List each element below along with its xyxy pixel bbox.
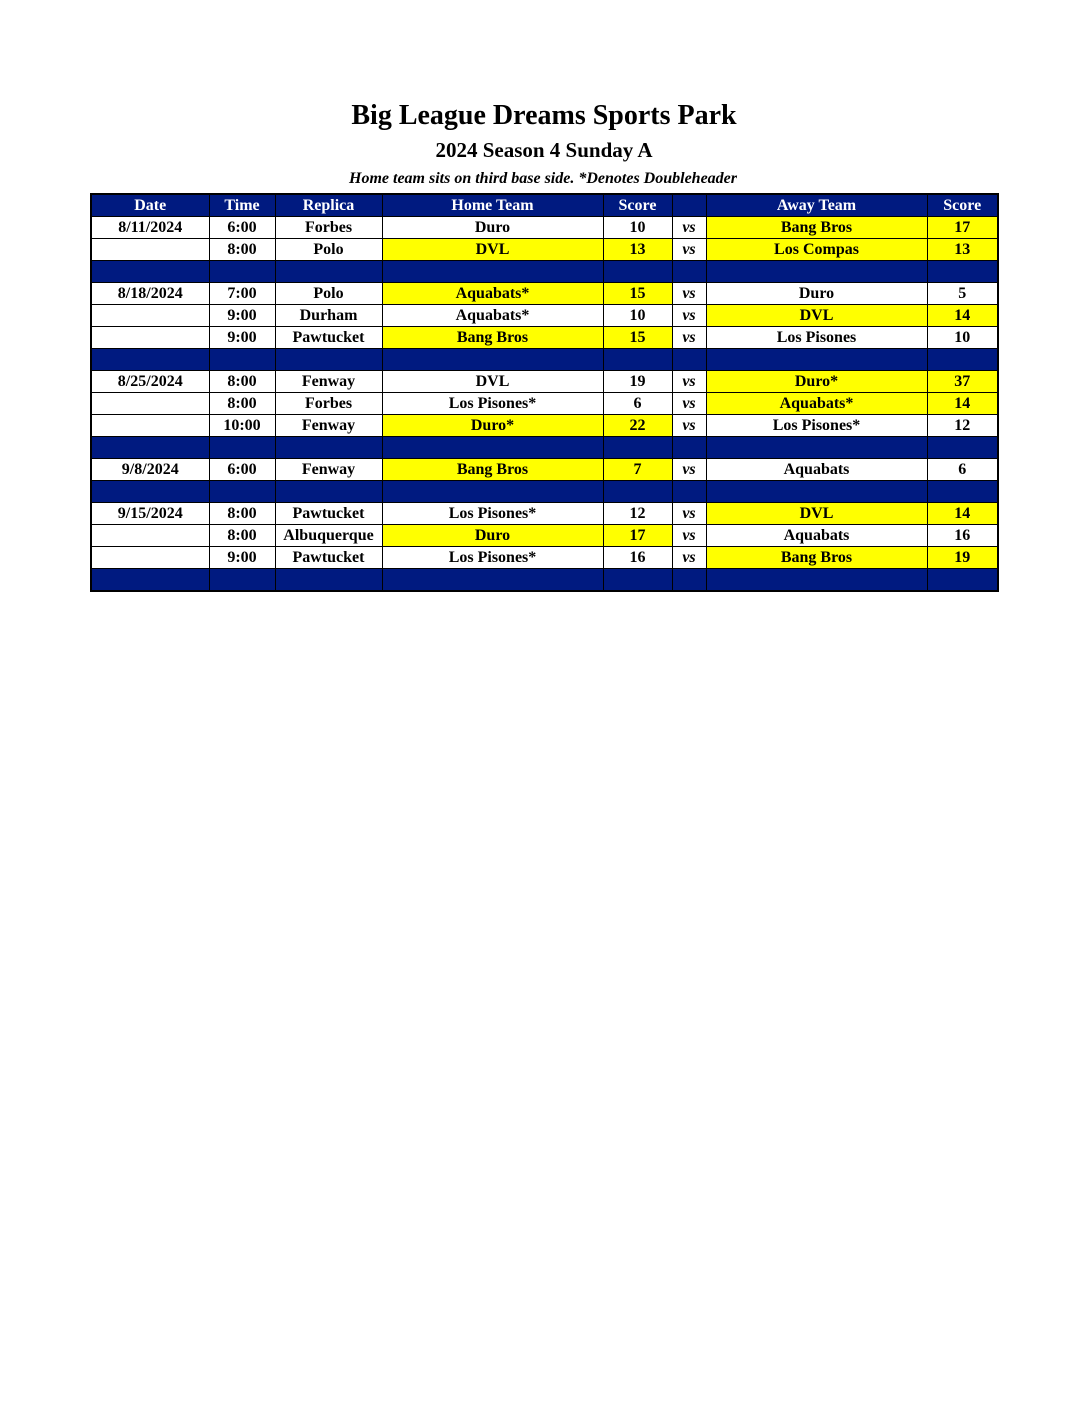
schedule-note: Home team sits on third base side. *Denotes Doubleheader	[349, 170, 737, 187]
separator-cell	[209, 261, 275, 283]
separator-cell	[672, 261, 706, 283]
column-header-away-team: Away Team	[706, 194, 927, 217]
separator-cell	[706, 569, 927, 592]
separator-cell	[927, 437, 998, 459]
vs-cell: vs	[672, 525, 706, 547]
away-score-cell: 6	[927, 459, 998, 481]
vs-cell: vs	[672, 305, 706, 327]
separator-cell	[927, 349, 998, 371]
date-cell	[91, 415, 209, 437]
away-score-cell: 17	[927, 217, 998, 239]
replica-cell: Durham	[275, 305, 382, 327]
separator-cell	[603, 569, 672, 592]
home-team-cell: Aquabats*	[382, 283, 603, 305]
vs-cell: vs	[672, 283, 706, 305]
schedule-table	[90, 193, 999, 592]
column-header-replica: Replica	[275, 194, 382, 217]
replica-cell: Polo	[275, 239, 382, 261]
home-score-cell: 15	[603, 283, 672, 305]
away-score-cell: 14	[927, 393, 998, 415]
separator-cell	[927, 569, 998, 592]
separator-cell	[209, 569, 275, 592]
away-team-cell: Aquabats*	[706, 393, 927, 415]
away-score-cell: 37	[927, 371, 998, 393]
home-team-cell: Bang Bros	[382, 459, 603, 481]
time-cell: 8:00	[209, 525, 275, 547]
table-row	[91, 393, 998, 415]
date-cell	[91, 305, 209, 327]
page-subtitle: 2024 Season 4 Sunday A	[435, 138, 653, 162]
vs-cell: vs	[672, 503, 706, 525]
date-cell	[91, 547, 209, 569]
table-row	[91, 217, 998, 239]
separator-cell	[382, 437, 603, 459]
separator-row	[91, 481, 998, 503]
time-cell: 8:00	[209, 393, 275, 415]
away-score-cell: 19	[927, 547, 998, 569]
separator-cell	[275, 481, 382, 503]
home-score-cell: 7	[603, 459, 672, 481]
away-score-cell: 14	[927, 503, 998, 525]
table-row	[91, 525, 998, 547]
time-cell: 6:00	[209, 459, 275, 481]
separator-cell	[382, 261, 603, 283]
separator-cell	[672, 481, 706, 503]
time-cell: 6:00	[209, 217, 275, 239]
home-team-cell: Bang Bros	[382, 327, 603, 349]
home-team-cell: Duro	[382, 217, 603, 239]
away-team-cell: Los Pisones	[706, 327, 927, 349]
away-team-cell: Aquabats	[706, 525, 927, 547]
date-cell: 8/25/2024	[91, 371, 209, 393]
separator-cell	[209, 481, 275, 503]
vs-cell: vs	[672, 415, 706, 437]
home-team-cell: Duro*	[382, 415, 603, 437]
away-team-cell: Duro*	[706, 371, 927, 393]
replica-cell: Forbes	[275, 393, 382, 415]
separator-cell	[275, 261, 382, 283]
table-row	[91, 459, 998, 481]
away-score-cell: 5	[927, 283, 998, 305]
date-cell: 8/11/2024	[91, 217, 209, 239]
away-score-cell: 14	[927, 305, 998, 327]
home-score-cell: 22	[603, 415, 672, 437]
separator-cell	[382, 349, 603, 371]
column-header-home-score: Score	[603, 194, 672, 217]
date-cell	[91, 239, 209, 261]
away-team-cell: Los Pisones*	[706, 415, 927, 437]
replica-cell: Fenway	[275, 371, 382, 393]
separator-cell	[672, 437, 706, 459]
date-cell: 9/15/2024	[91, 503, 209, 525]
home-score-cell: 10	[603, 217, 672, 239]
column-header-vs	[672, 194, 706, 217]
separator-cell	[91, 349, 209, 371]
separator-cell	[706, 349, 927, 371]
separator-cell	[603, 349, 672, 371]
home-team-cell: Duro	[382, 525, 603, 547]
date-cell	[91, 327, 209, 349]
separator-row	[91, 349, 998, 371]
separator-cell	[927, 261, 998, 283]
column-header-home-team: Home Team	[382, 194, 603, 217]
away-team-cell: DVL	[706, 305, 927, 327]
replica-cell: Polo	[275, 283, 382, 305]
column-header-away-score: Score	[927, 194, 998, 217]
time-cell: 7:00	[209, 283, 275, 305]
vs-cell: vs	[672, 239, 706, 261]
separator-cell	[927, 481, 998, 503]
home-score-cell: 15	[603, 327, 672, 349]
replica-cell: Albuquerque	[275, 525, 382, 547]
home-score-cell: 6	[603, 393, 672, 415]
separator-cell	[603, 261, 672, 283]
table-row	[91, 239, 998, 261]
time-cell: 8:00	[209, 239, 275, 261]
time-cell: 9:00	[209, 327, 275, 349]
home-score-cell: 17	[603, 525, 672, 547]
home-score-cell: 19	[603, 371, 672, 393]
replica-cell: Fenway	[275, 459, 382, 481]
schedule-body	[91, 217, 998, 592]
separator-cell	[706, 261, 927, 283]
replica-cell: Pawtucket	[275, 503, 382, 525]
away-team-cell: Bang Bros	[706, 217, 927, 239]
separator-cell	[91, 481, 209, 503]
away-score-cell: 12	[927, 415, 998, 437]
replica-cell: Forbes	[275, 217, 382, 239]
home-score-cell: 12	[603, 503, 672, 525]
separator-cell	[275, 349, 382, 371]
vs-cell: vs	[672, 547, 706, 569]
home-team-cell: DVL	[382, 371, 603, 393]
separator-cell	[382, 481, 603, 503]
away-score-cell: 16	[927, 525, 998, 547]
date-cell	[91, 393, 209, 415]
home-team-cell: Los Pisones*	[382, 547, 603, 569]
time-cell: 8:00	[209, 503, 275, 525]
separator-row	[91, 261, 998, 283]
column-header-date: Date	[91, 194, 209, 217]
home-score-cell: 16	[603, 547, 672, 569]
table-row	[91, 503, 998, 525]
home-team-cell: Los Pisones*	[382, 503, 603, 525]
separator-cell	[706, 437, 927, 459]
separator-cell	[672, 349, 706, 371]
table-row	[91, 547, 998, 569]
vs-cell: vs	[672, 371, 706, 393]
vs-cell: vs	[672, 393, 706, 415]
separator-cell	[91, 261, 209, 283]
vs-cell: vs	[672, 217, 706, 239]
away-team-cell: Aquabats	[706, 459, 927, 481]
time-cell: 9:00	[209, 305, 275, 327]
date-cell	[91, 525, 209, 547]
time-cell: 10:00	[209, 415, 275, 437]
away-score-cell: 10	[927, 327, 998, 349]
table-row	[91, 305, 998, 327]
separator-row	[91, 569, 998, 592]
away-team-cell: Los Compas	[706, 239, 927, 261]
page-title: Big League Dreams Sports Park	[351, 100, 737, 131]
separator-cell	[209, 437, 275, 459]
table-row	[91, 283, 998, 305]
time-cell: 9:00	[209, 547, 275, 569]
separator-row	[91, 437, 998, 459]
away-team-cell: DVL	[706, 503, 927, 525]
separator-cell	[672, 569, 706, 592]
table-row	[91, 327, 998, 349]
home-team-cell: Los Pisones*	[382, 393, 603, 415]
vs-cell: vs	[672, 327, 706, 349]
column-header-time: Time	[209, 194, 275, 217]
replica-cell: Pawtucket	[275, 327, 382, 349]
separator-cell	[603, 481, 672, 503]
separator-cell	[91, 437, 209, 459]
replica-cell: Fenway	[275, 415, 382, 437]
home-score-cell: 10	[603, 305, 672, 327]
time-cell: 8:00	[209, 371, 275, 393]
separator-cell	[275, 569, 382, 592]
home-score-cell: 13	[603, 239, 672, 261]
separator-cell	[382, 569, 603, 592]
date-cell: 9/8/2024	[91, 459, 209, 481]
home-team-cell: DVL	[382, 239, 603, 261]
separator-cell	[91, 569, 209, 592]
replica-cell: Pawtucket	[275, 547, 382, 569]
table-header-row	[91, 194, 998, 217]
vs-cell: vs	[672, 459, 706, 481]
separator-cell	[275, 437, 382, 459]
away-score-cell: 13	[927, 239, 998, 261]
table-row	[91, 371, 998, 393]
away-team-cell: Bang Bros	[706, 547, 927, 569]
separator-cell	[603, 437, 672, 459]
separator-cell	[706, 481, 927, 503]
table-row	[91, 415, 998, 437]
home-team-cell: Aquabats*	[382, 305, 603, 327]
separator-cell	[209, 349, 275, 371]
away-team-cell: Duro	[706, 283, 927, 305]
date-cell: 8/18/2024	[91, 283, 209, 305]
